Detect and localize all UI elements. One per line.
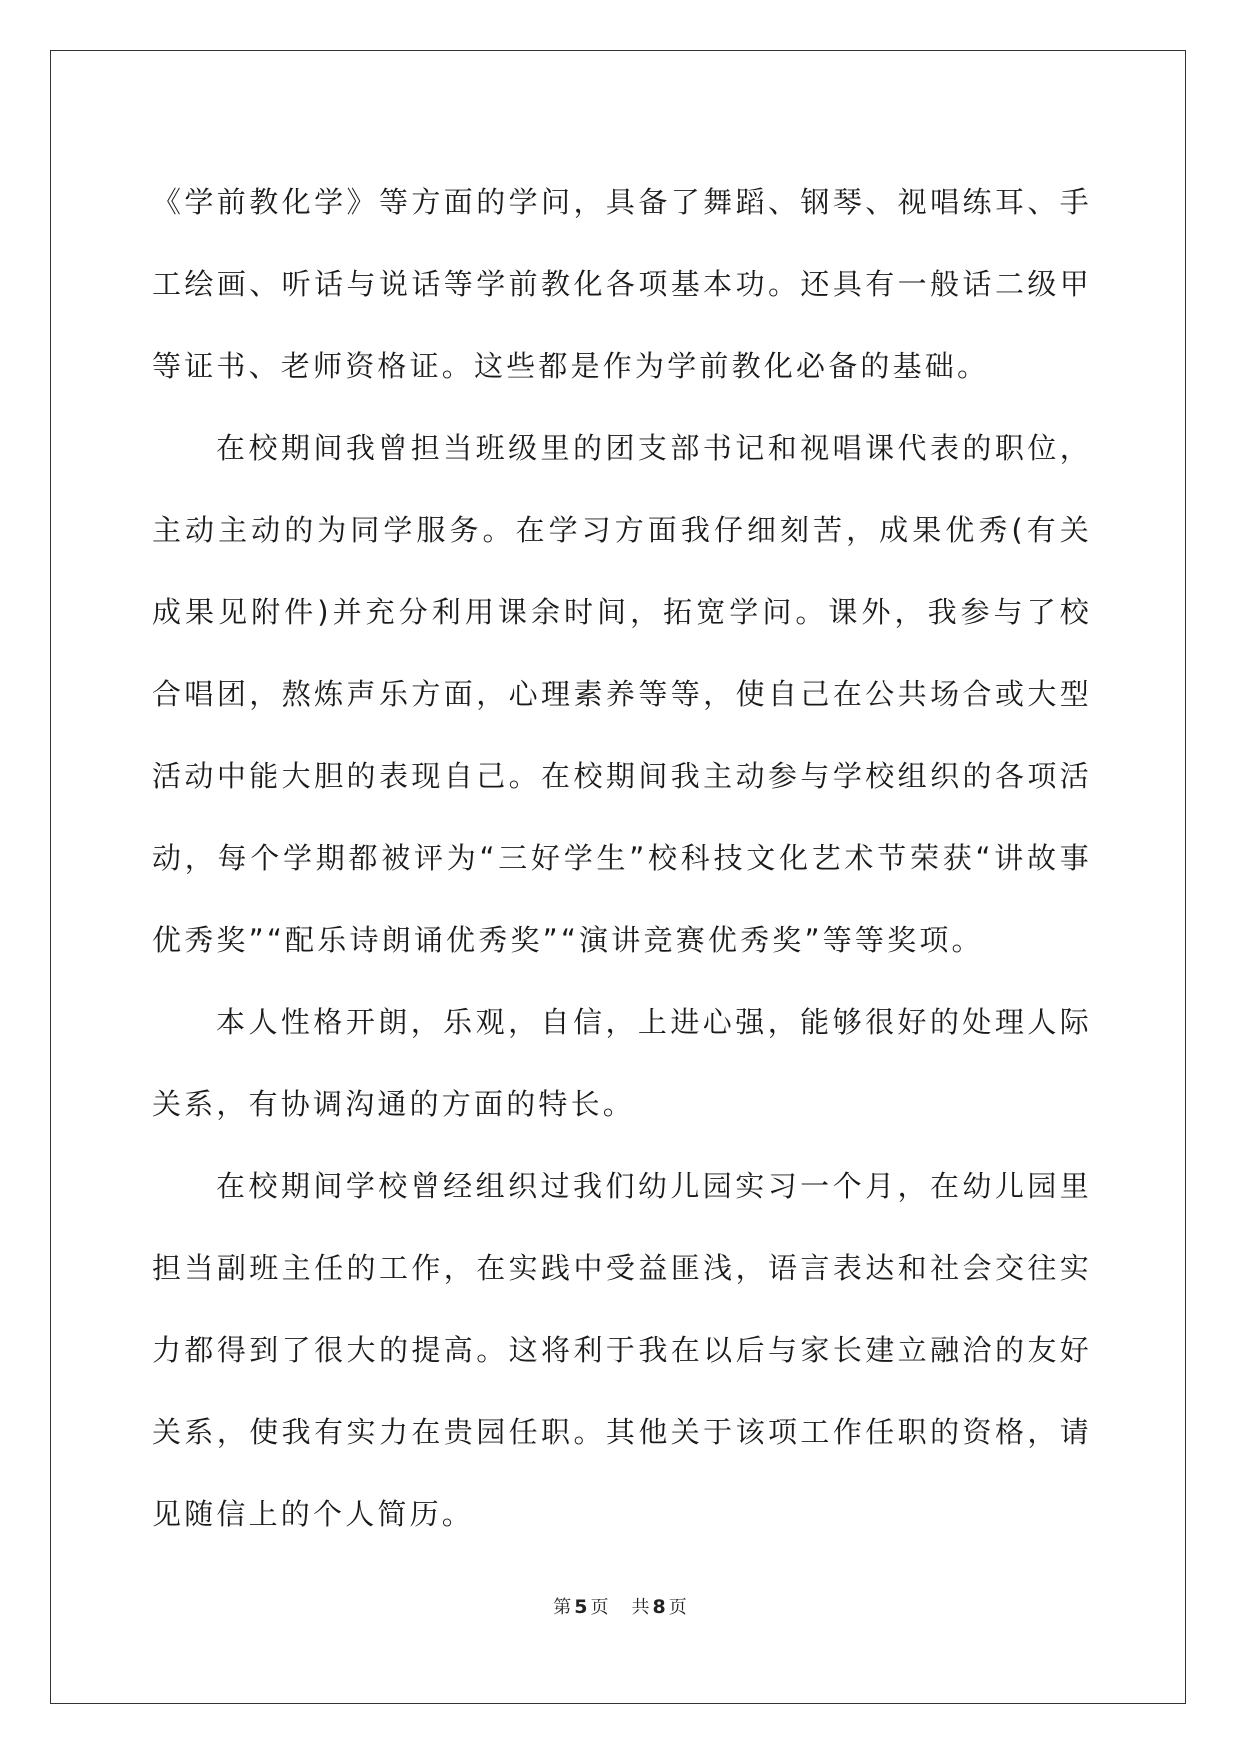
paragraph-1: 《学前教化学》等方面的学问，具备了舞蹈、钢琴、视唱练耳、手工绘画、听话与说话等学前教化各项基本功。还具有一般话二级甲等证书、老师资格证。这些都是作为学前教化必备的基础。 <box>152 185 1092 383</box>
page-footer <box>0 1593 1241 1619</box>
current-page-number: 5 <box>574 1596 589 1618</box>
paragraph-2: 在校期间我曾担当班级里的团支部书记和视唱课代表的职位，主动主动的为同学服务。在学习方面我仔细刻苦，成果优秀(有关成果见附件)并充分利用课余时间，拓宽学问。课外，我参与了校合唱团，熬炼声乐方面，心理素养等等，使自己在公共场合或大型活动中能大胆的表现自己。在校期间我主动参与学校组织的各项活动，每个学期都被评为“三好学生”校科技文化艺术节荣获“讲故事优秀奖”“配乐诗朗诵优秀奖”“演讲竞赛优秀奖”等等奖项。 <box>152 431 1092 957</box>
page-suffix: 页 <box>590 1597 610 1618</box>
document-body <box>152 161 1092 1555</box>
page-prefix: 第 <box>553 1597 573 1618</box>
total-page-number: 8 <box>652 1596 667 1618</box>
total-prefix: 共 <box>631 1597 651 1618</box>
paragraph-3: 本人性格开朗，乐观，自信，上进心强，能够很好的处理人际关系，有协调沟通的方面的特长。 <box>152 1005 1092 1121</box>
paragraph-4: 在校期间学校曾经组织过我们幼儿园实习一个月，在幼儿园里担当副班主任的工作，在实践中受益匪浅，语言表达和社会交往实力都得到了很大的提高。这将利于我在以后与家长建立融洽的友好关系，使我有实力在贵园任职。其他关于该项工作任职的资格，请见随信上的个人简历。 <box>152 1169 1092 1531</box>
total-suffix: 页 <box>668 1597 688 1618</box>
